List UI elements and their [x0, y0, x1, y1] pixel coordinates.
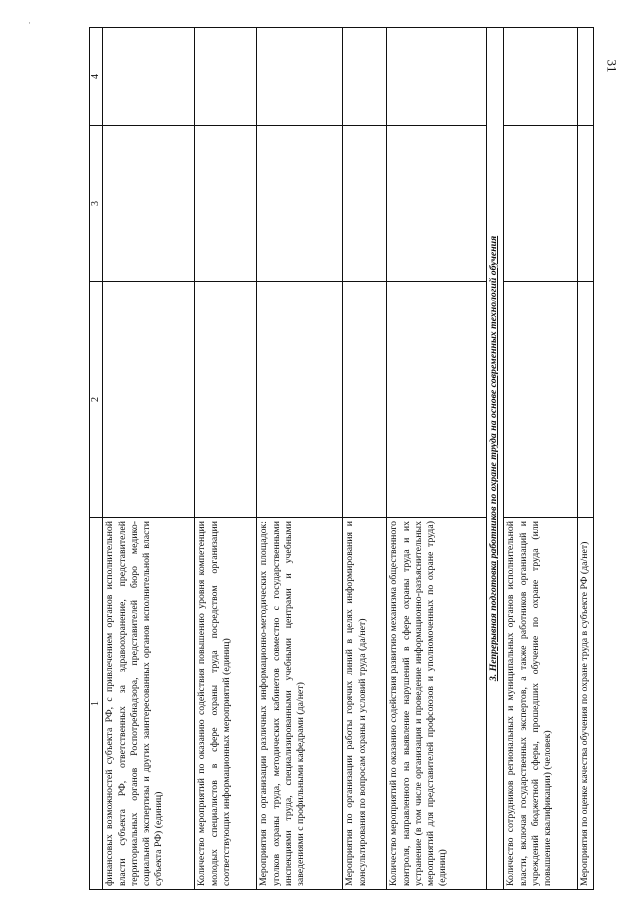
rotated-table-container [89, 28, 591, 890]
empty-cell [343, 28, 387, 126]
indicator-cell: Количество мероприятий по оказанию содействия развитию механизма общественного контроля, направленного на выявление нарушений в сфере охраны труда и их устранение (в том числе организация и проведение информационно-разъяснительных мероприятий для представителей профсоюзов и уполномоченных по охране труда) (единиц) [387, 518, 487, 890]
section-heading: 3. Непрерывная подготовка работников по охране труда на основе современных технологий обучения [487, 28, 504, 890]
empty-cell [195, 28, 257, 126]
empty-cell [343, 282, 387, 518]
indicator-cell: Мероприятия по оценке качества обучения по охране труда в субъекте РФ (да/нет) [578, 518, 593, 890]
header-row [90, 28, 103, 890]
empty-cell [257, 126, 343, 282]
corner-mark: · [28, 18, 31, 28]
empty-cell [578, 126, 593, 282]
empty-cell [578, 282, 593, 518]
table-row [103, 28, 195, 890]
indicator-cell: Количество сотрудников региональных и муниципальных органов исполнительной власти, включая государственных экспертов, а также работников организаций и учреждений бюджетной сферы, прошедших обучение по охране труда (или повышение квалификации) (человек) [504, 518, 578, 890]
empty-cell [257, 28, 343, 126]
empty-cell [103, 28, 195, 126]
empty-cell [387, 282, 487, 518]
empty-cell [195, 126, 257, 282]
table-row [195, 28, 257, 890]
table-row [387, 28, 487, 890]
indicators-table [89, 27, 594, 890]
table-row [343, 28, 387, 890]
table-row [504, 28, 578, 890]
page-number: 31 [604, 59, 620, 73]
empty-cell [387, 126, 487, 282]
empty-cell [504, 28, 578, 126]
empty-cell [578, 28, 593, 126]
indicator-cell: Количество мероприятий по оказанию содействия повышению уровня компетенции молодых специалистов в сфере охраны труда посредством организации соответствующих информационных мероприятий (единиц) [195, 518, 257, 890]
indicator-cell: Мероприятия по организации работы горячих линий в целях информирования и консультирования по вопросам охраны и условий труда (да/нет) [343, 518, 387, 890]
column-header: 2 [90, 282, 103, 518]
indicator-cell: финансовых возможностей субъекта РФ, с привлечением органов исполнительной власти субъекта РФ, ответственных за здравоохранение, представителей территориальных органов Роспотребнадзора, представителей бюро медико-социальной экспертизы и других заинтересованных органов исполнительной власти субъекта РФ) (единиц) [103, 518, 195, 890]
empty-cell [504, 126, 578, 282]
section-row [487, 28, 504, 890]
empty-cell [343, 126, 387, 282]
empty-cell [195, 282, 257, 518]
table-row [578, 28, 593, 890]
indicator-cell: Мероприятия по организации различных информационно-методических площадок: уголков охраны труда, методических кабинетов совместно с государственными инспекциями труда, специализированными учебными центрами и учебными заведениями с профильными кафедрами (да/нет) [257, 518, 343, 890]
column-header: 4 [90, 28, 103, 126]
empty-cell [387, 28, 487, 126]
empty-cell [504, 282, 578, 518]
empty-cell [257, 282, 343, 518]
empty-cell [103, 126, 195, 282]
table-row [257, 28, 343, 890]
column-header: 3 [90, 126, 103, 282]
column-header: 1 [90, 518, 103, 890]
empty-cell [103, 282, 195, 518]
